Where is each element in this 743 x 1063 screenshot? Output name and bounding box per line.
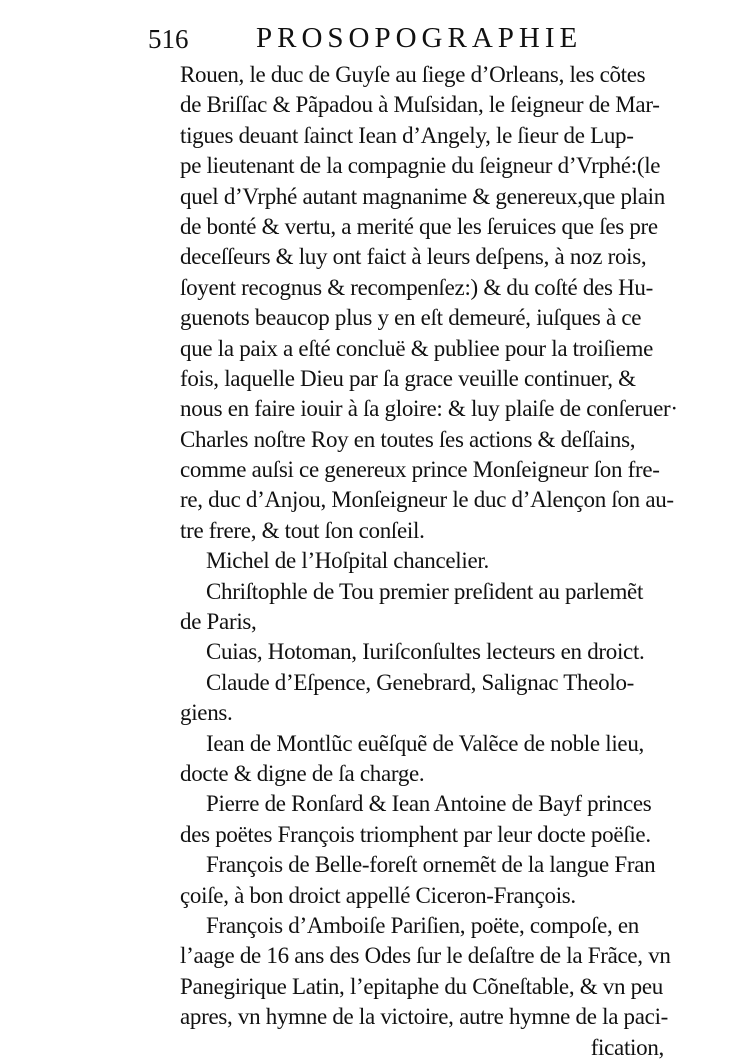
- text-line: tigues deuant ſainct Iean d’Angely, le ſieur de Lup-: [180, 122, 634, 148]
- body-text: [180, 60, 680, 1063]
- text-line: Iean de Montlũc euẽſquẽ de Valẽce de noble lieu,: [206, 730, 644, 756]
- text-line: fois, laquelle Dieu par ſa grace veuille continuer, &: [180, 365, 636, 391]
- text-line: ſoyent recognus & recompenſez:) & du coſté des Hu-: [180, 274, 653, 300]
- page-header: [148, 22, 688, 62]
- text-line: nous en faire iouir à ſa gloire: & luy plaiſe de conſeruer·: [180, 396, 678, 422]
- text-line: quel d’Vrphé autant magnanime & genereux,que plain: [180, 183, 665, 209]
- text-line: Cuias, Hotoman, Iuriſconſultes lecteurs en droict.: [206, 639, 645, 665]
- text-line: fication,: [590, 1034, 664, 1060]
- text-line: François de Belle-foreſt ornemẽt de la langue Fran: [206, 852, 656, 878]
- text-line: François d’Amboiſe Pariſien, poëte, compoſe, en: [206, 912, 640, 938]
- text-line: de bonté & vertu, a merité que les ſeruices que ſes pre: [180, 213, 658, 239]
- text-line: çoiſe, à bon droict appellé Ciceron-François.: [180, 882, 576, 908]
- text-line: de Briſſac & Pãpadou à Muſsidan, le ſeigneur de Mar-: [180, 92, 660, 118]
- page-number: 516: [148, 24, 189, 54]
- text-line: tre frere, & tout ſon conſeil.: [180, 517, 425, 543]
- text-line: Michel de l’Hoſpital chancelier.: [206, 548, 489, 574]
- text-line: l’aage de 16 ans des Odes ſur le deſaſtre de la Frãce, vn: [180, 943, 671, 969]
- text-line: guenots beaucop plus y en eſt demeuré, iuſques à ce: [180, 305, 642, 331]
- running-title: PROSOPOGRAPHIE: [256, 22, 583, 54]
- text-line: de Paris,: [180, 609, 257, 635]
- text-line: Chriſtophle de Tou premier preſident au parlemẽt: [206, 578, 644, 604]
- text-line: Rouen, le duc de Guyſe au ſiege d’Orleans, les cõtes: [180, 62, 646, 87]
- text-line: deceſſeurs & luy ont faict à leurs deſpens, à noz rois,: [180, 244, 647, 270]
- text-line: comme auſsi ce genereux prince Monſeigneur ſon fre-: [180, 457, 660, 483]
- text-line: re, duc d’Anjou, Monſeigneur le duc d’Alençon ſon au-: [180, 487, 674, 513]
- text-line: des poëtes François triomphent par leur docte poëſie.: [180, 821, 651, 847]
- text-line: docte & digne de ſa charge.: [180, 760, 425, 786]
- text-line: apres, vn hymne de la victoire, autre hymne de la paci-: [180, 1004, 669, 1030]
- text-line: Pierre de Ronſard & Iean Antoine de Bayf princes: [206, 791, 652, 817]
- text-line: Panegirique Latin, l’epitaphe du Cõneſtable, & vn peu: [180, 973, 663, 999]
- text-line: giens.: [180, 700, 233, 726]
- text-line: Charles noſtre Roy en toutes ſes actions & deſſains,: [180, 426, 636, 452]
- text-line: Claude d’Eſpence, Genebrard, Salignac Theolo-: [206, 669, 635, 695]
- text-line: que la paix a eſté concluë & publiee pour la troiſieme: [180, 335, 653, 361]
- text-line: pe lieutenant de la compagnie du ſeigneur d’Vrphé:(le: [180, 153, 661, 179]
